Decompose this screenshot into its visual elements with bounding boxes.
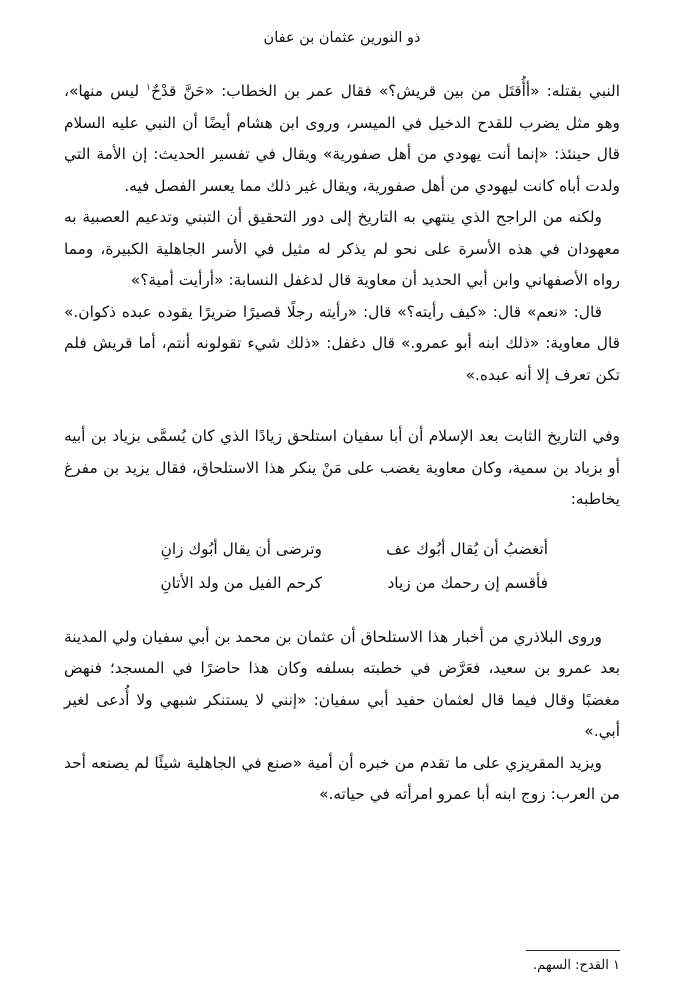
poem-verse — [136, 566, 548, 600]
paragraph-1-part-a: النبي بقتله: «أأُقتَل من بين قريش؟» فقال عمر بن الخطاب: «حَنَّ قدْحٌ — [150, 82, 621, 100]
poem-hemistich: وترضى أن يقال أبُوك زانِ — [160, 539, 322, 558]
paragraph-5: وروى البلاذري من أخبار هذا الاستلحاق أن عثمان بن محمد بن أبي سفيان ولي المدينة بعد عمرو بن سعيد، فعَرَّض في خطبته بسلفه وكان هذا حاضرًا في المسجد؛ فنهض مغضبًا وقال فيما قال لعثمان حفيد أبي سفيان: «إنني لا يستنكر شبهي ولا أُدعى لغير أبي.» — [64, 627, 620, 740]
paragraph-2: ولكنه من الراجح الذي ينتهي به التاريخ إلى دور التحقيق أن التبني وتدعيم العصبية به معهودان في هذه الأسرة على نحو لم يذكر له مثيل في الأسر الجاهلية الكبيرة، ومما رواه الأصفهاني وابن أبي الحديد أن معاوية قال لدغفل النسابة: «أرأيت أمية؟» — [64, 208, 620, 289]
footnote-marker: ١ — [146, 82, 151, 93]
paragraph-6: ويزيد المقريزي على ما تقدم من خبره أن أمية «صنع في الجاهلية شيئًا لم يصنعه أحد من العرب: زوج ابنه أبا عمرو امرأته في حياته.» — [64, 753, 620, 803]
footnote-divider — [526, 950, 620, 951]
paragraph-1-part-b: ليس منها»، وهو مثل يضرب للقدح الدخيل في الميسر، وروى ابن هشام أيضًا أن النبي عليه السلام قال حينئذ: «إنما أنت يهودي من أهل صفورية» ويقال في تفسير الحديث: إن الأمة التي ولدت أباه كانت لیهودي من أهل صفورية، ويقال غير ذلك مما يعسر الفصل فيه. — [64, 82, 620, 195]
poem-hemistich: فأقسم إن رحمك من زياد — [387, 573, 548, 592]
footnote: ١ القدح: السهم. — [533, 958, 620, 973]
poem — [64, 532, 620, 600]
poem-hemistich: أتغضبُ أن يُقال أبُوك عف — [386, 539, 548, 558]
paragraph-1 — [64, 76, 620, 202]
paragraph-3: قال: «نعم» قال: «كيف رأيته؟» قال: «رأيته رجلًا قصيرًا ضريرًا يقوده عبده ذكوان.» قال معاوية: «ذلك ابنه أبو عمرو.» قال دغفل: «ذلك شيء تقولونه أنتم، أما قريش فلم تكن تعرف إلا أنه عبده.» — [64, 302, 620, 384]
body-text — [64, 76, 620, 811]
poem-verse — [136, 532, 548, 566]
poem-hemistich: كرحم الفيل من ولد الأتانِ — [160, 573, 322, 592]
paragraph-4: وفي التاريخ الثابت بعد الإسلام أن أبا سفيان استلحق زيادًا الذي كان يُسمَّى بزياد بن أبيه أو بزياد بن سمية، وكان معاوية يغضب على مَنْ ينكر هذا الاستلحاق، فقال يزيد بن مفرغ يخاطبه: — [64, 427, 620, 508]
running-header: ذو النورين عثمان بن عفان — [263, 30, 421, 46]
